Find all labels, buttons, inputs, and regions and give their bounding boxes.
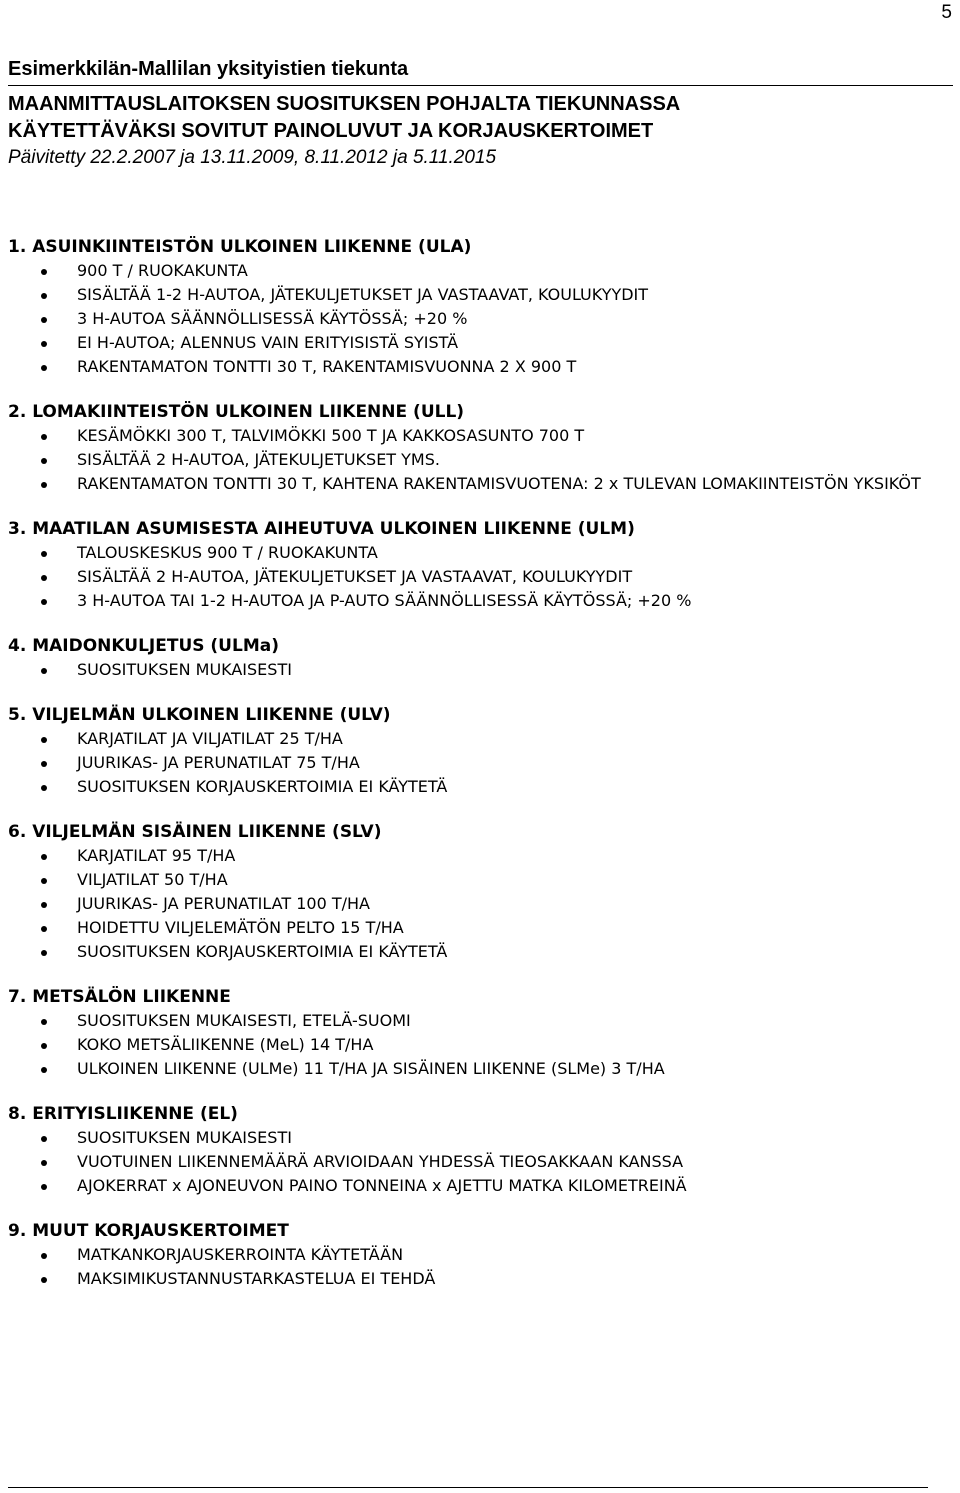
- bullet-icon: [41, 668, 47, 674]
- bullet-list: [8, 658, 956, 682]
- document-title-line-1: MAANMITTAUSLAITOKSEN SUOSITUKSEN POHJALTA TIEKUNNASSA: [8, 93, 681, 115]
- bullet-icon: [41, 317, 47, 323]
- list-item: [8, 589, 956, 613]
- page-number: 5: [941, 2, 952, 23]
- list-item: [8, 727, 956, 751]
- list-item: [8, 283, 956, 307]
- section-heading: 6. VILJELMÄN SISÄINEN LIIKENNE (SLV): [8, 822, 382, 842]
- list-item-text: AJOKERRAT x AJONEUVON PAINO TONNEINA x AJETTU MATKA KILOMETREINÄ: [77, 1176, 687, 1195]
- list-item: [8, 424, 956, 448]
- bullet-icon: [41, 737, 47, 743]
- section-heading: 8. ERITYISLIIKENNE (EL): [8, 1104, 238, 1124]
- document-body: [8, 235, 956, 1312]
- list-item: [8, 541, 956, 565]
- bullet-icon: [41, 575, 47, 581]
- list-item: [8, 844, 956, 868]
- list-item-text: VUOTUINEN LIIKENNEMÄÄRÄ ARVIOIDAAN YHDESSÄ TIEOSAKKAAN KANSSA: [77, 1152, 684, 1171]
- list-item: [8, 448, 956, 472]
- bullet-icon: [41, 761, 47, 767]
- section-heading: 2. LOMAKIINTEISTÖN ULKOINEN LIIKENNE (ULL): [8, 402, 465, 422]
- section-heading: 1. ASUINKIINTEISTÖN ULKOINEN LIIKENNE (ULA): [8, 237, 472, 257]
- bullet-icon: [41, 902, 47, 908]
- list-item-text: RAKENTAMATON TONTTI 30 T, RAKENTAMISVUONNA 2 X 900 T: [77, 357, 577, 376]
- list-item-text: TALOUSKESKUS 900 T / RUOKAKUNTA: [77, 543, 378, 562]
- section-7: [8, 985, 956, 1081]
- list-item-text: KESÄMÖKKI 300 T, TALVIMÖKKI 500 T JA KAKKOSASUNTO 700 T: [77, 426, 585, 445]
- list-item: [8, 940, 956, 964]
- bullet-icon: [41, 1043, 47, 1049]
- list-item-text: SUOSITUKSEN MUKAISESTI, ETELÄ-SUOMI: [77, 1011, 411, 1030]
- list-item-text: SUOSITUKSEN MUKAISESTI: [77, 1128, 292, 1147]
- document-title: [8, 91, 953, 145]
- list-item-text: 3 H-AUTOA TAI 1-2 H-AUTOA JA P-AUTO SÄÄNNÖLLISESSÄ KÄYTÖSSÄ; +20 %: [77, 591, 692, 610]
- bullet-icon: [41, 950, 47, 956]
- bullet-icon: [41, 1277, 47, 1283]
- document-title-line-2: KÄYTETTÄVÄKSI SOVITUT PAINOLUVUT JA KORJAUSKERTOIMET: [8, 120, 654, 142]
- list-item-text: ULKOINEN LIIKENNE (ULMe) 11 T/HA JA SISÄINEN LIIKENNE (SLMe) 3 T/HA: [77, 1059, 665, 1078]
- document-header: [8, 56, 953, 170]
- bullet-icon: [41, 1019, 47, 1025]
- list-item: [8, 1267, 956, 1291]
- list-item-text: SUOSITUKSEN KORJAUSKERTOIMIA EI KÄYTETÄ: [77, 777, 448, 796]
- list-item-text: SISÄLTÄÄ 2 H-AUTOA, JÄTEKULJETUKSET YMS.: [77, 450, 440, 469]
- bullet-icon: [41, 551, 47, 557]
- list-item: [8, 916, 956, 940]
- list-item: [8, 751, 956, 775]
- section-heading: 5. VILJELMÄN ULKOINEN LIIKENNE (ULV): [8, 705, 391, 725]
- list-item: [8, 1150, 956, 1174]
- bullet-icon: [41, 878, 47, 884]
- bullet-list: [8, 844, 956, 964]
- list-item: [8, 259, 956, 283]
- bullet-icon: [41, 1184, 47, 1190]
- section-8: [8, 1102, 956, 1198]
- bullet-icon: [41, 269, 47, 275]
- section-5: [8, 703, 956, 799]
- list-item-text: JUURIKAS- JA PERUNATILAT 100 T/HA: [77, 894, 370, 913]
- list-item-text: SUOSITUKSEN KORJAUSKERTOIMIA EI KÄYTETÄ: [77, 942, 448, 961]
- list-item-text: MATKANKORJAUSKERROINTA KÄYTETÄÄN: [77, 1245, 404, 1264]
- bullet-icon: [41, 926, 47, 932]
- list-item-text: KARJATILAT JA VILJATILAT 25 T/HA: [77, 729, 343, 748]
- bullet-icon: [41, 365, 47, 371]
- list-item: [8, 307, 956, 331]
- list-item: [8, 775, 956, 799]
- list-item-text: EI H-AUTOA; ALENNUS VAIN ERITYISISTÄ SYISTÄ: [77, 333, 459, 352]
- list-item-text: SUOSITUKSEN MUKAISESTI: [77, 660, 292, 679]
- section-3: [8, 517, 956, 613]
- bullet-list: [8, 1243, 956, 1291]
- bullet-icon: [41, 1253, 47, 1259]
- section-heading: 7. METSÄLÖN LIIKENNE: [8, 987, 231, 1007]
- list-item: [8, 472, 956, 496]
- list-item: [8, 1057, 956, 1081]
- bullet-icon: [41, 854, 47, 860]
- bullet-icon: [41, 434, 47, 440]
- section-heading: 9. MUUT KORJAUSKERTOIMET: [8, 1221, 289, 1241]
- list-item: [8, 1243, 956, 1267]
- section-1: [8, 235, 956, 379]
- list-item: [8, 565, 956, 589]
- section-6: [8, 820, 956, 964]
- section-4: [8, 634, 956, 682]
- bullet-list: [8, 1009, 956, 1081]
- header-rule: [8, 85, 953, 86]
- bullet-icon: [41, 1136, 47, 1142]
- list-item-text: RAKENTAMATON TONTTI 30 T, KAHTENA RAKENTAMISVUOTENA: 2 x TULEVAN LOMAKIINTEISTÖN YKSIKÖT: [77, 474, 921, 493]
- bullet-icon: [41, 1067, 47, 1073]
- list-item-text: HOIDETTU VILJELEMÄTÖN PELTO 15 T/HA: [77, 918, 404, 937]
- list-item-text: KOKO METSÄLIIKENNE (MeL) 14 T/HA: [77, 1035, 374, 1054]
- list-item-text: JUURIKAS- JA PERUNATILAT 75 T/HA: [77, 753, 360, 772]
- bullet-icon: [41, 458, 47, 464]
- list-item-text: 3 H-AUTOA SÄÄNNÖLLISESSÄ KÄYTÖSSÄ; +20 %: [77, 309, 468, 328]
- bullet-list: [8, 424, 956, 496]
- list-item-text: SISÄLTÄÄ 1-2 H-AUTOA, JÄTEKULJETUKSET JA VASTAAVAT, KOULUKYYDIT: [77, 285, 649, 304]
- bullet-icon: [41, 1160, 47, 1166]
- bullet-icon: [41, 482, 47, 488]
- list-item: [8, 1174, 956, 1198]
- bullet-list: [8, 259, 956, 379]
- section-heading: 4. MAIDONKULJETUS (ULMa): [8, 636, 279, 656]
- section-9: [8, 1219, 956, 1291]
- bullet-list: [8, 541, 956, 613]
- bullet-icon: [41, 341, 47, 347]
- bullet-icon: [41, 293, 47, 299]
- organization-title: Esimerkkilän-Mallilan yksityistien tiekunta: [8, 58, 409, 80]
- bullet-icon: [41, 785, 47, 791]
- list-item: [8, 868, 956, 892]
- bullet-list: [8, 727, 956, 799]
- list-item: [8, 1033, 956, 1057]
- footer-rule: [8, 1487, 928, 1488]
- bullet-icon: [41, 599, 47, 605]
- list-item: [8, 355, 956, 379]
- list-item: [8, 658, 956, 682]
- list-item: [8, 1009, 956, 1033]
- list-item: [8, 892, 956, 916]
- list-item-text: 900 T / RUOKAKUNTA: [77, 261, 248, 280]
- updated-dates: Päivitetty 22.2.2007 ja 13.11.2009, 8.11.2012 ja 5.11.2015: [8, 147, 497, 168]
- list-item: [8, 331, 956, 355]
- section-heading: 3. MAATILAN ASUMISESTA AIHEUTUVA ULKOINEN LIIKENNE (ULM): [8, 519, 635, 539]
- section-2: [8, 400, 956, 496]
- bullet-list: [8, 1126, 956, 1198]
- list-item: [8, 1126, 956, 1150]
- list-item-text: SISÄLTÄÄ 2 H-AUTOA, JÄTEKULJETUKSET JA VASTAAVAT, KOULUKYYDIT: [77, 567, 633, 586]
- list-item-text: KARJATILAT 95 T/HA: [77, 846, 236, 865]
- list-item-text: VILJATILAT 50 T/HA: [77, 870, 228, 889]
- list-item-text: MAKSIMIKUSTANNUSTARKASTELUA EI TEHDÄ: [77, 1269, 436, 1288]
